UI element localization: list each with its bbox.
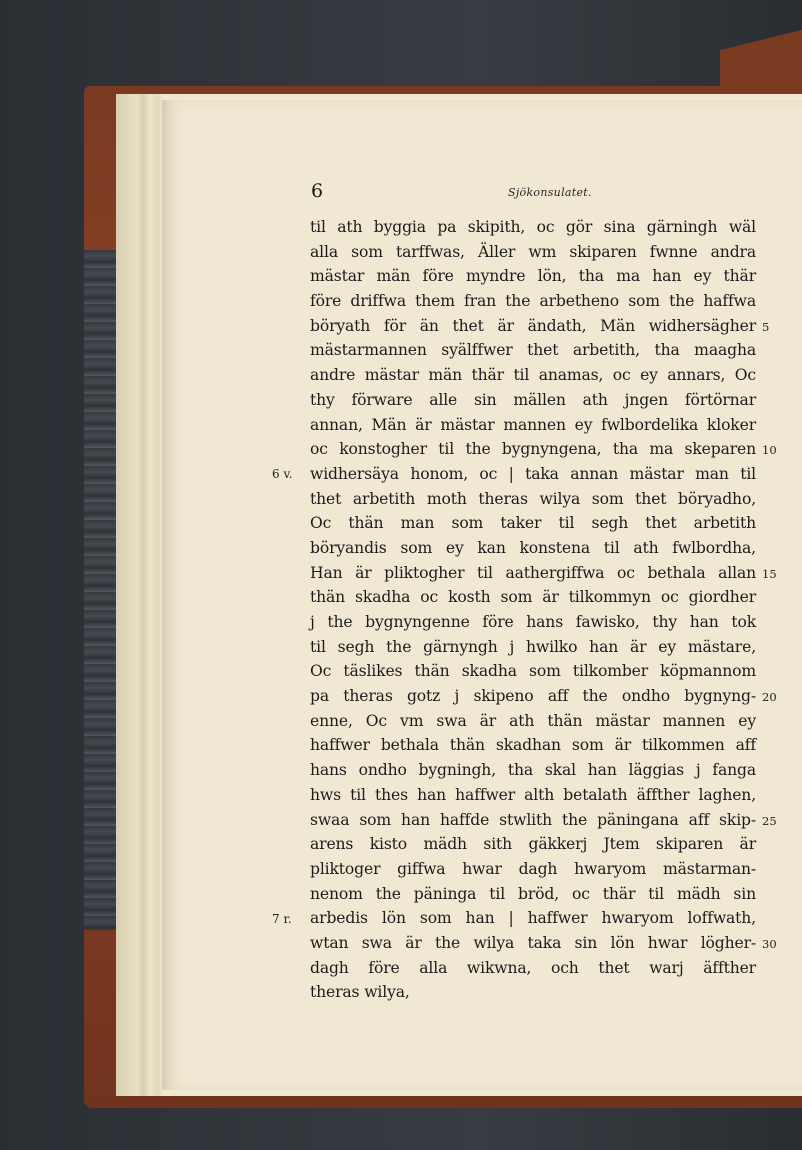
line-number: 20 <box>762 690 777 705</box>
text-line: til segh the gärnyngh j hwilko han är ey mästare, <box>310 637 756 656</box>
text-line: wtan swa är the wilya taka sin lön hwar lögher- <box>310 933 756 952</box>
text-line: arbedis lön som han | haffwer hwaryom loffwath, <box>310 909 756 928</box>
text-line: oc konstogher til the bygnyngena, tha ma skeparen <box>310 440 756 459</box>
line-number: 30 <box>762 937 777 952</box>
text-line: mästarmannen syälffwer thet arbetith, tha maagha <box>310 341 756 360</box>
line-number: 15 <box>762 566 777 581</box>
text-line: nenom the päninga til bröd, oc thär til mädh sin <box>310 884 756 903</box>
page-number: 6 <box>311 180 324 202</box>
text-line: Han är pliktogher til aathergiffwa oc bethala allan <box>310 563 756 582</box>
body-text <box>310 215 756 1005</box>
text-line: j the bygnyngenne före hans fawisko, thy han tok <box>310 613 756 631</box>
text-line: böryandis som ey kan konstena til ath fwlbordha, <box>310 538 756 557</box>
text-line: mästar män före myndre lön, tha ma han ey thär <box>310 267 756 286</box>
text-line: hws til thes han haffwer alth betalath äffther laghen, <box>310 785 756 804</box>
line-number: 5 <box>762 319 770 334</box>
line-number: 10 <box>762 443 777 458</box>
text-line: theras wilya, <box>310 983 410 1002</box>
text-line: arens kisto mädh sith gäkkerj Jtem skiparen är <box>310 835 756 854</box>
text-line: pa theras gotz j skipeno aff the ondho bygnyng- <box>310 687 756 706</box>
text-line: til ath byggia pa skipith, oc gör sina gärningh wäl <box>310 218 756 236</box>
text-line: dagh före alla wikwna, och thet warj äffther <box>310 958 756 977</box>
text-line: swaa som han haffde stwlith the päningana aff skip- <box>310 810 756 829</box>
text-line: pliktoger giffwa hwar dagh hwaryom mästarman- <box>310 859 756 878</box>
text-line: andre mästar män thär til anamas, oc ey annars, Oc <box>310 366 756 385</box>
text-line: widhersäya honom, oc | taka annan mästar man til <box>310 464 756 483</box>
text-line: annan, Män är mästar mannen ey fwlbordelika kloker <box>310 415 756 434</box>
text-line: Oc thän man som taker til segh thet arbetith <box>310 514 756 533</box>
text-line: alla som tarffwas, Äller wm skiparen fwnne andra <box>310 242 756 261</box>
text-line: thet arbetith moth theras wilya som thet böryadho, <box>310 489 756 508</box>
text-line: hans ondho bygningh, tha skal han läggias j fanga <box>310 761 756 780</box>
text-line: thy förware alle sin mällen ath jngen förtörnar <box>310 390 756 409</box>
line-number: 25 <box>762 813 777 828</box>
folio-marker: 6 v. <box>272 467 293 481</box>
text-line: böryath för än thet är ändath, Män widhersägher <box>310 316 756 335</box>
text-line: haffwer bethala thän skadhan som är tilkommen aff <box>310 736 756 755</box>
text-line: före driffwa them fran the arbetheno som the haffwa <box>310 292 756 311</box>
text-line: thän skadha oc kosth som är tilkommyn oc giordher <box>310 588 756 607</box>
running-head: Sjökonsulatet. <box>508 186 592 199</box>
folio-marker: 7 r. <box>272 911 292 926</box>
text-line: enne, Oc vm swa är ath thän mästar mannen ey <box>310 711 756 730</box>
text-line: Oc täslikes thän skadha som tilkomber köpmannom <box>310 662 756 681</box>
